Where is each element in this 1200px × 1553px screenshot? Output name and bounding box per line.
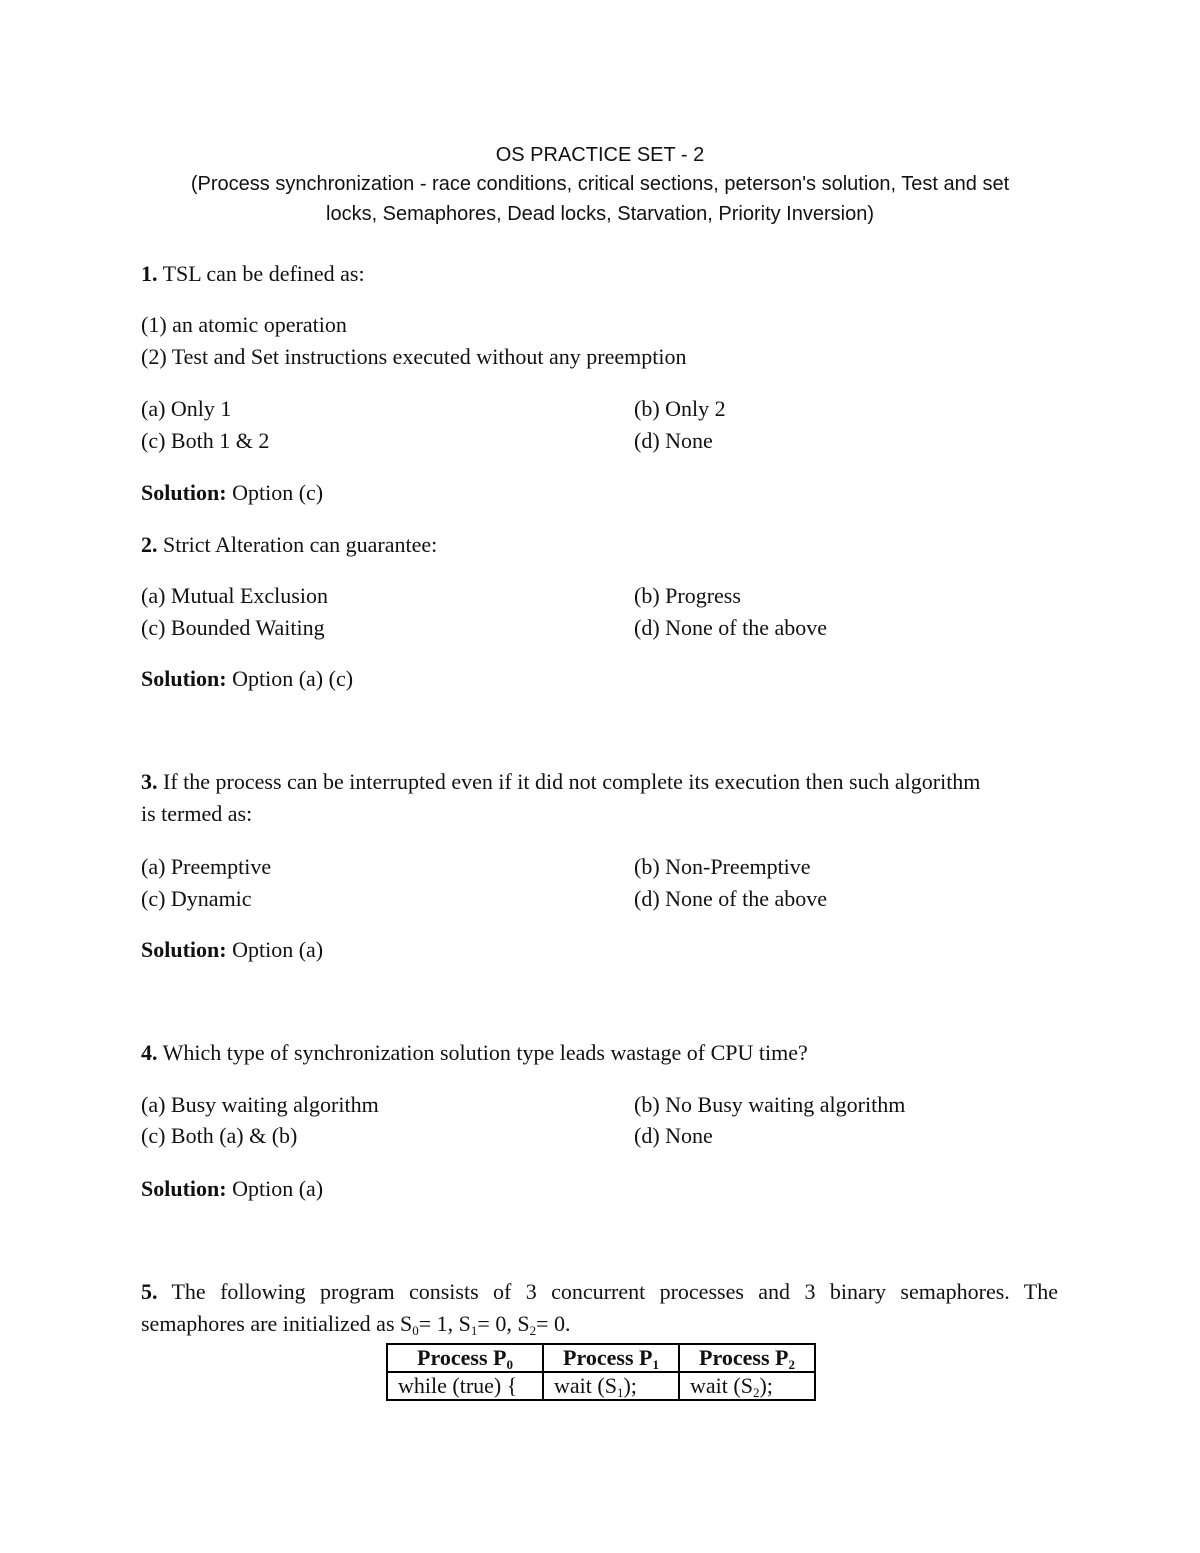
table-cell-p1: wait $(S_1)$; <box>543 1372 679 1400</box>
question-5-line2: semaphores are initialized as $S_0= 1$, $S_1= 0$, $S_2= 0$. <box>141 1311 571 1338</box>
q4-option-d: (d) None <box>634 1123 713 1148</box>
page-subtitle-line1: (Process synchronization - race conditions, critical sections, peterson's solution, Test and set <box>190 173 1010 195</box>
table-header-row <box>387 1344 815 1372</box>
q1-option-d: (d) None <box>634 428 713 453</box>
q3-solution <box>141 934 323 966</box>
question-2 <box>141 529 437 561</box>
solution-value: Option (a) <box>226 937 324 962</box>
q2-option-d: (d) None of the above <box>634 615 828 640</box>
question-text: Strict Alteration can guarantee: <box>157 532 438 557</box>
question-number: 3. <box>141 769 158 794</box>
question-text: Which type of synchronization solution type leads wastage of CPU time? <box>157 1040 808 1065</box>
question-3-line1 <box>141 766 980 798</box>
question-number: 1. <box>141 261 158 286</box>
question-4 <box>141 1037 808 1069</box>
question-3-line2: is termed as: <box>141 801 253 826</box>
page-subtitle-line2: locks, Semaphores, Dead locks, Starvation, Priority Inversion) <box>326 203 874 225</box>
q3-option-b: (b) Non-Preemptive <box>634 854 811 879</box>
q1-solution <box>141 477 323 509</box>
q3-option-c: (c) Dynamic <box>141 886 252 911</box>
q2-option-b: (b) Progress <box>634 583 741 608</box>
q1-statement-2: (2) Test and Set instructions executed without any preemption <box>141 344 687 369</box>
question-number: 5. <box>141 1279 158 1304</box>
question-text: The following program consists of 3 concurrent processes and 3 binary semaphores. The <box>157 1279 1058 1304</box>
solution-value: Option (c) <box>226 480 324 505</box>
table-cell-p0: while (true) { <box>387 1372 543 1400</box>
q3-option-a: (a) Preemptive <box>141 854 272 879</box>
question-number: 2. <box>141 532 158 557</box>
page-title: OS PRACTICE SET - 2 <box>495 144 705 166</box>
question-text: If the process can be interrupted even if it did not complete its execution then such algorithm <box>157 769 981 794</box>
q2-solution <box>141 663 353 695</box>
q4-solution <box>141 1173 323 1205</box>
table-header-p0: Process $P_0$ <box>387 1344 543 1372</box>
solution-label: Solution: <box>141 937 227 962</box>
solution-label: Solution: <box>141 1176 227 1201</box>
q4-option-b: (b) No Busy waiting algorithm <box>634 1092 906 1117</box>
solution-value: Option (a) (c) <box>226 666 354 691</box>
solution-label: Solution: <box>141 480 227 505</box>
q2-option-a: (a) Mutual Exclusion <box>141 583 328 608</box>
q2-option-c: (c) Bounded Waiting <box>141 615 325 640</box>
q1-option-c: (c) Both 1 & 2 <box>141 428 270 453</box>
q4-option-a: (a) Busy waiting algorithm <box>141 1092 379 1117</box>
q3-option-d: (d) None of the above <box>634 886 828 911</box>
table-row <box>387 1372 815 1400</box>
table-cell-p2: wait $(S_2)$; <box>679 1372 815 1400</box>
question-1 <box>141 258 365 290</box>
q1-statement-1: (1) an atomic operation <box>141 312 347 337</box>
q1-option-a: (a) Only 1 <box>141 396 232 421</box>
question-number: 4. <box>141 1040 158 1065</box>
solution-value: Option (a) <box>226 1176 324 1201</box>
table-header-p1: Process $P_1$ <box>543 1344 679 1372</box>
table-header-p2: Process $P_2$ <box>679 1344 815 1372</box>
question-text: TSL can be defined as: <box>157 261 365 286</box>
question-5-line1 <box>141 1276 1058 1308</box>
process-table <box>386 1343 816 1401</box>
solution-label: Solution: <box>141 666 227 691</box>
q4-option-c: (c) Both (a) & (b) <box>141 1123 298 1148</box>
q1-option-b: (b) Only 2 <box>634 396 726 421</box>
